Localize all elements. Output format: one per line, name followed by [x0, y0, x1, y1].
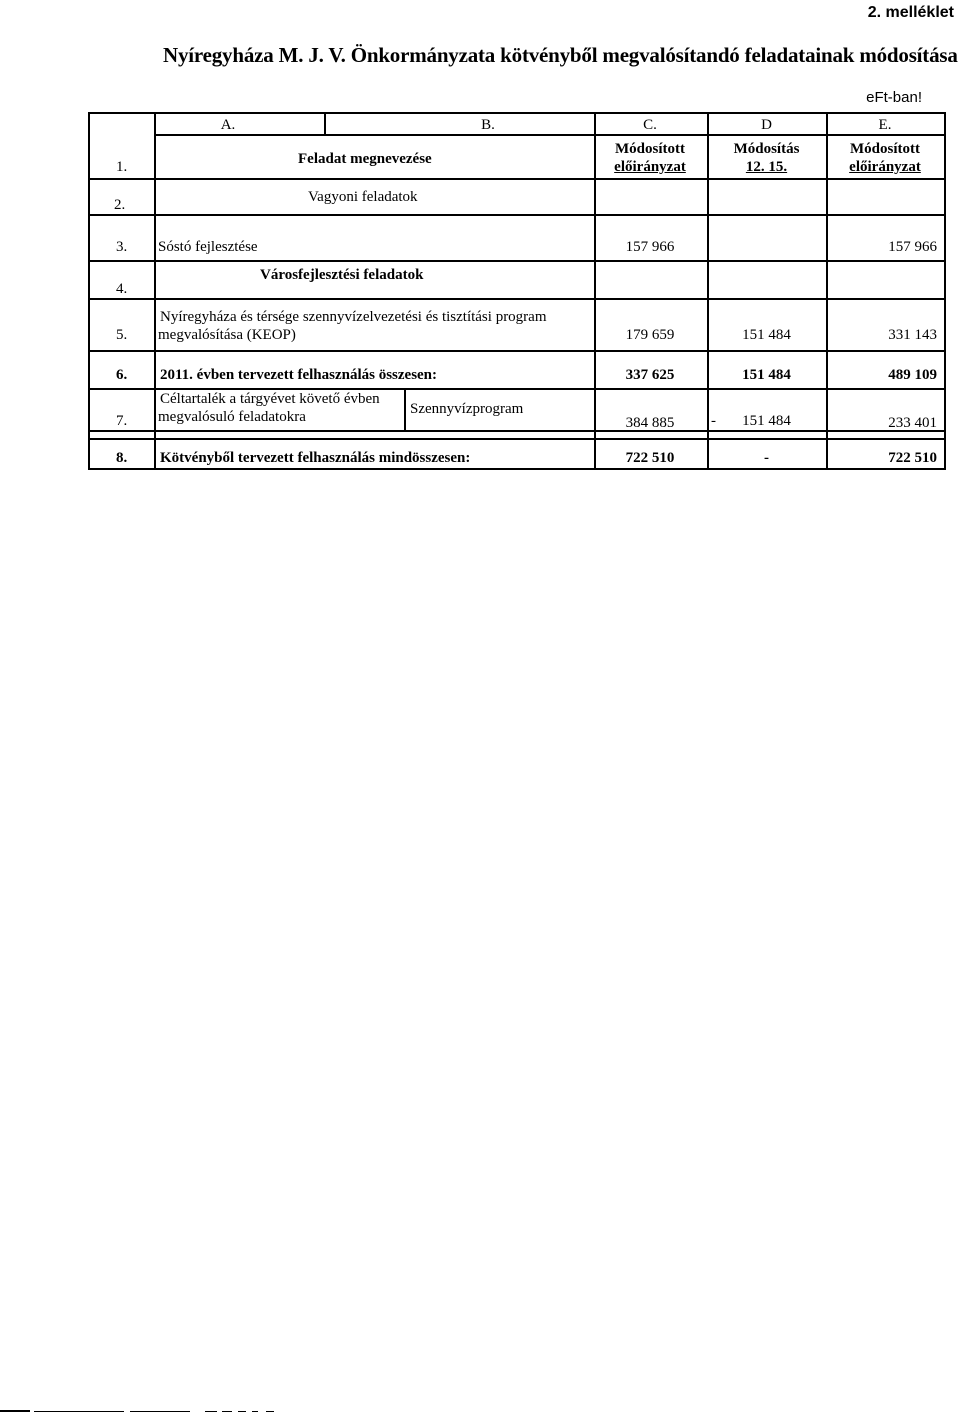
value-c: 384 885 — [625, 415, 675, 431]
row-label: Városfejlesztési feladatok — [260, 267, 424, 283]
table-border-left — [88, 112, 90, 470]
page-title: Nyíregyháza M. J. V. Önkormányzata kötvényből megvalósítandó feladatainak módosítása — [163, 43, 958, 67]
row-label: Vagyoni feladatok — [308, 189, 418, 205]
unit-label: eFt-ban! — [866, 89, 922, 106]
col-e-letter: E. — [878, 117, 892, 133]
value-e: 233 401 — [888, 415, 937, 431]
value-c: 722 510 — [625, 450, 675, 466]
row-label: 2011. évben tervezett felhasználás összesen: — [160, 367, 438, 383]
budget-table — [88, 112, 946, 470]
col-a-letter: A. — [220, 117, 236, 133]
value-c: 157 966 — [625, 239, 675, 255]
row-sep-5 — [88, 350, 946, 352]
value-e: 331 143 — [888, 327, 937, 343]
row-label: Kötvényből tervezett felhasználás mindösszesen: — [160, 450, 471, 466]
footer-dash-marks — [0, 1408, 300, 1416]
value-d: 151 484 — [742, 367, 791, 383]
row-number: 7. — [116, 413, 128, 429]
table-border-bottom — [88, 468, 946, 470]
row-number: 6. — [116, 367, 128, 383]
row-label-line1: Nyíregyháza és térsége szennyvízelvezetési és tisztítási program — [160, 309, 547, 325]
annex-label: 2. melléklet — [867, 4, 954, 21]
col-b-letter: B. — [481, 117, 495, 133]
col-d-header-line2: 12. 15. — [745, 159, 788, 175]
col-e-header-line2: előirányzat — [849, 159, 921, 175]
value-c: 337 625 — [625, 367, 675, 383]
row-sep-7 — [88, 430, 946, 432]
col-sep-num — [154, 112, 156, 470]
row-number: 4. — [116, 281, 128, 297]
row-label: Sóstó fejlesztése — [158, 239, 258, 255]
row-number: 1. — [116, 159, 128, 175]
row-number: 5. — [116, 327, 128, 343]
row-number: 2. — [114, 197, 126, 213]
col-e-header-line1: Módosított — [850, 141, 920, 157]
value-c: 179 659 — [625, 327, 675, 343]
value-d: - — [764, 450, 769, 466]
col-sep-b — [324, 112, 326, 134]
row-number: 3. — [116, 239, 128, 255]
row-sep-2 — [88, 214, 946, 216]
table-border-top — [88, 112, 946, 114]
value-d: 151 484 — [742, 413, 791, 429]
col-c-header-line2: előirányzat — [614, 159, 686, 175]
col-d-header-line1: Módosítás — [733, 141, 800, 157]
row-label-line2: megvalósuló feladatokra — [158, 409, 306, 425]
value-d-prefix: - — [711, 413, 716, 429]
col-c-header-line1: Módosított — [615, 141, 685, 157]
row-sep-4 — [88, 298, 946, 300]
row-sublabel: Szennyvízprogram — [410, 401, 524, 417]
row-number: 8. — [116, 450, 128, 466]
row-sep-3 — [88, 260, 946, 262]
row-label-line1: Céltartalék a tárgyévet követő évben — [160, 391, 380, 407]
table-border-right — [944, 112, 946, 470]
row-label-line2: megvalósítása (KEOP) — [158, 327, 296, 343]
value-e: 722 510 — [888, 450, 937, 466]
value-e: 157 966 — [888, 239, 937, 255]
row-sep-7b — [88, 438, 946, 440]
row-sep-1 — [88, 178, 946, 180]
value-d: 151 484 — [742, 327, 791, 343]
col-c-letter: C. — [643, 117, 657, 133]
task-name-header: Feladat megnevezése — [298, 151, 432, 167]
value-e: 489 109 — [888, 367, 937, 383]
col-d-letter: D — [761, 117, 772, 133]
row-sep-letters — [154, 134, 946, 136]
col-sep-b-row7 — [404, 388, 406, 430]
